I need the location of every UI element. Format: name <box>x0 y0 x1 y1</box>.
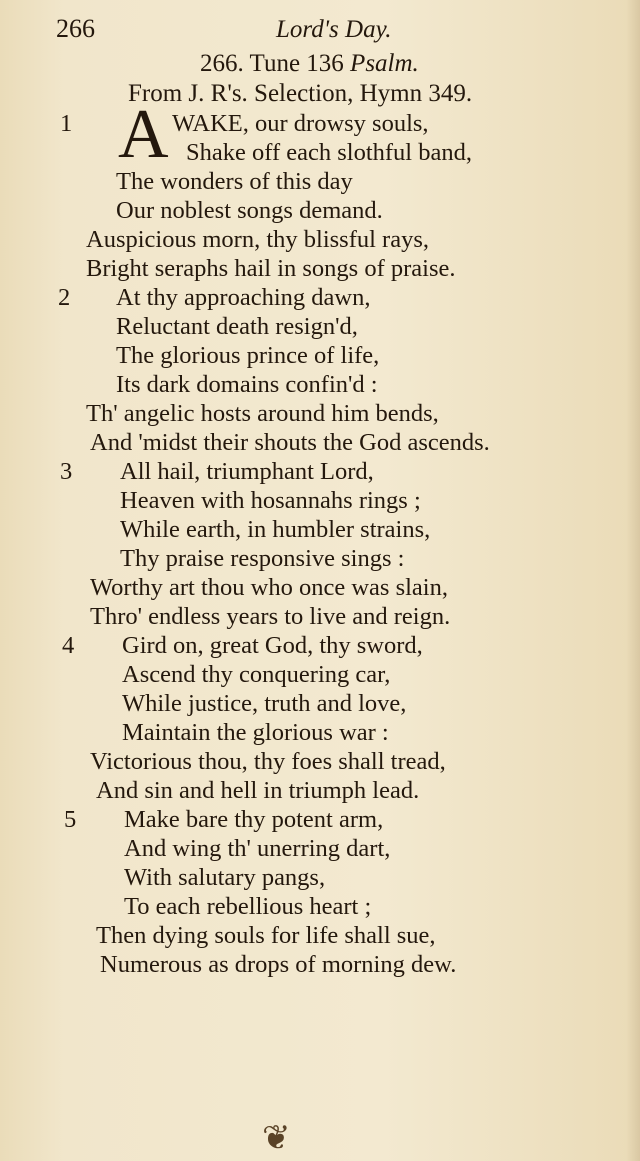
page-number: 266 <box>56 14 95 43</box>
stanza-number: 3 <box>60 458 73 485</box>
verse-line: Thy praise responsive sings : <box>120 545 405 572</box>
stanza-number: 5 <box>64 806 77 833</box>
verse-line: Its dark domains confin'd : <box>116 371 378 398</box>
hymn-title <box>200 50 419 78</box>
hymn-number-tune: 266. Tune 136 <box>200 50 344 77</box>
verse-line: Make bare thy potent arm, <box>124 806 384 833</box>
hymn-psalm-label: Psalm. <box>350 50 419 77</box>
verse-line: And wing th' unerring dart, <box>124 835 391 862</box>
first-line-rest: WAKE, our drowsy souls, <box>172 110 429 137</box>
verse-line: And sin and hell in triumph lead. <box>96 777 420 804</box>
verse-line: Numerous as drops of morning dew. <box>100 951 457 978</box>
verse-line: And 'midst their shouts the God ascends. <box>90 429 490 456</box>
verse-line: The glorious prince of life, <box>116 342 380 369</box>
verse-line: Victorious thou, thy foes shall tread, <box>90 748 446 775</box>
verse-line: Reluctant death resign'd, <box>116 313 358 340</box>
verse-line: Maintain the glorious war : <box>122 719 389 746</box>
verse-line: Shake off each slothful band, <box>186 139 472 166</box>
verse-line: Thro' endless years to live and reign. <box>90 603 451 630</box>
verse-line: Heaven with hosannahs rings ; <box>120 487 421 514</box>
stanza-number: 4 <box>62 632 75 659</box>
verse-line: Worthy art thou who once was slain, <box>90 574 448 601</box>
verse-line: Gird on, great God, thy sword, <box>122 632 423 659</box>
verse-line: The wonders of this day <box>116 168 353 195</box>
verse-line: While justice, truth and love, <box>122 690 407 717</box>
drop-cap: A <box>118 96 169 173</box>
verse-line: Auspicious morn, thy blissful rays, <box>86 226 429 253</box>
verse-line: Bright seraphs hail in songs of praise. <box>86 255 456 282</box>
verse-line: Then dying souls for life shall sue, <box>96 922 436 949</box>
verse-line: All hail, triumphant Lord, <box>120 458 374 485</box>
stanza-number: 1 <box>60 110 73 137</box>
printer-ornament-icon: ❦ <box>262 1120 291 1157</box>
verse-line: To each rebellious heart ; <box>124 893 372 920</box>
verse-line: Ascend thy conquering car, <box>122 661 391 688</box>
hymn-source: From J. R's. Selection, Hymn 349. <box>128 80 473 107</box>
verse-line: At thy approaching dawn, <box>116 284 371 311</box>
stanza-number: 2 <box>58 284 71 311</box>
running-title: Lord's Day. <box>276 16 392 43</box>
verse-line: While earth, in humbler strains, <box>120 516 431 543</box>
verse-line: Our noblest songs demand. <box>116 197 383 224</box>
verse-line: Th' angelic hosts around him bends, <box>86 400 439 427</box>
verse-line: With salutary pangs, <box>124 864 326 891</box>
